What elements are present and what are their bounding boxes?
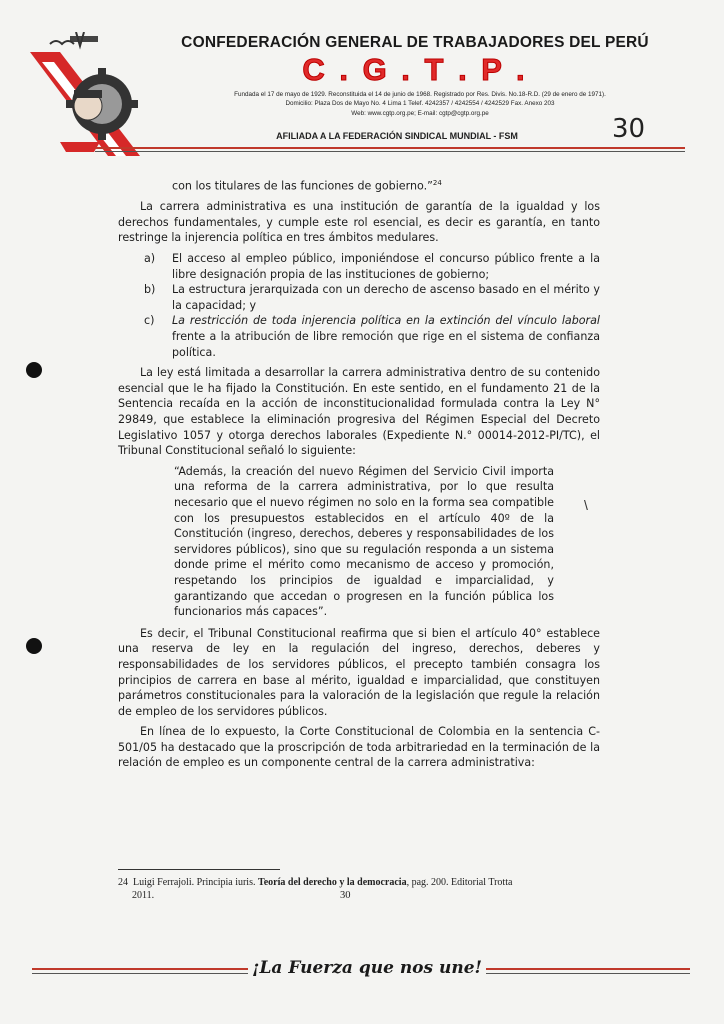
footnote-rule (118, 869, 280, 870)
address-info: Domicilio: Plaza Dos de Mayo No. 4 Lima 1 Telef. 4242357 / 4242554 / 4242529 Fax. Anexo 203 (285, 100, 555, 107)
founding-info: Fundada el 17 de mayo de 1929. Reconstituida el 14 de junio de 1968. Registrado por Res. Divis. No.18-R.D. (29 de enero de 1971). (234, 91, 606, 98)
list-item (118, 251, 600, 282)
paragraph: En línea de lo expuesto, la Corte Constitucional de Colombia en la sentencia C-501/05 ha destacado que la proscripción de toda arbitrariedad en la terminación de la relación de empleo es un componente central de la carrera administrativa: (118, 725, 600, 770)
header-rule-red (95, 147, 685, 149)
footer-slogan: ¡La Fuerza que nos une! (252, 958, 483, 978)
header-rule-dark (95, 151, 685, 152)
footnote: 24 Luigi Ferrajoli. Principia iuris. Teoría del derecho y la democracia, pag. 200. Editorial Trotta 2011. (118, 877, 513, 901)
list-item-label: a) (144, 252, 156, 266)
cgtp-logo-emblem (30, 32, 146, 156)
paragraph: Es decir, el Tribunal Constitucional reafirma que si bien el artículo 40° establece una reserva de ley en la regulación del ingreso, derechos, deberes y responsabilidades de los servidores públicos, el precepto también consagra los principios de carrera en base al mérito, igualdad e imparcialidad, que constituyen parámetros constitucionales para la valoración de la legislación que regule la relación de empleo de los servidores públicos. (118, 626, 600, 718)
footer-rule-right (486, 968, 690, 970)
document-body (118, 176, 600, 776)
affiliation-line: AFILIADA A LA FEDERACIÓN SINDICAL MUNDIAL - FSM (276, 131, 518, 141)
paragraph: La carrera administrativa es una institución de garantía de la igualdad y los derechos fundamentales, y cumple este rol esencial, es decir es garantía, en tanto restringe la injerencia política en tres ámbitos medulares. (118, 200, 600, 245)
punch-hole (26, 638, 42, 654)
margin-mark: \ (584, 497, 588, 513)
footer-rule-left-dark (32, 973, 248, 974)
list-item (118, 313, 600, 360)
list-item-label: b) (144, 283, 156, 297)
quote-text: “Además, la creación del nuevo Régimen del Servicio Civil importa una reforma de la carrera administrativa, por lo que resulta necesario que el nuevo régimen no solo en la forma sea compatible con los presupuestos establecidos en el artículo 40º de la Constitución (ingreso, derechos, deberes y responsabilidades de los servidores públicos), sino que su regulación responda a un sistema donde prime el mérito como mecanismo de acceso y promoción, respetando los principios de igualdad e imparcialidad, y garantizando que accedan o progresen en la función pública los funcionarios más capaces”. (174, 464, 554, 619)
organization-acronym: C . G . T . P . (302, 52, 528, 87)
list-item-label: c) (144, 314, 155, 328)
list-item-text: La restricción de toda injerencia política en la extinción del vínculo laboral frente a la atribución de libre remoción que rige en el sistema de confianza política. (172, 314, 600, 359)
footnote-ref: 24 (432, 179, 442, 187)
organization-name: CONFEDERACIÓN GENERAL DE TRABAJADORES DEL PERÚ (181, 34, 649, 51)
paragraph-continuation: con los titulares de las funciones de gobierno.”$^{24}$ (172, 179, 442, 193)
list-item (118, 282, 600, 313)
list-item-text: El acceso al empleo público, imponiéndose el concurso público frente a la libre designación propia de las instituciones de gobierno; (172, 252, 600, 281)
page-number: 30 (340, 890, 351, 901)
handwritten-page-number: 30 (612, 114, 646, 144)
list-item-text: La estructura jerarquizada con un derecho de ascenso basado en el mérito y la capacidad; y (172, 283, 600, 312)
footer-rule-left (32, 968, 248, 970)
web-email-info: Web: www.cgtp.org.pe; E-mail: cgtp@cgtp.org.pe (351, 110, 489, 117)
footer-rule-right-dark (486, 973, 690, 974)
footnote-number: 24 (118, 877, 128, 888)
block-quote (174, 464, 554, 620)
punch-hole (26, 362, 42, 378)
paragraph: La ley está limitada a desarrollar la carrera administrativa dentro de su contenido esencial que le ha fijado la Constitución. En este sentido, en el fundamento 21 de la Sentencia recaída en la acción de inconstitucionalidad formulada contra la Ley N° 29849, que establece la eliminación progresiva del Régimen Especial del Decreto Legislativo 1057 y otorga derechos laborales (Expediente N.° 00014-2012-PI/TC), el Tribunal Constitucional señaló lo siguiente: (118, 366, 600, 458)
